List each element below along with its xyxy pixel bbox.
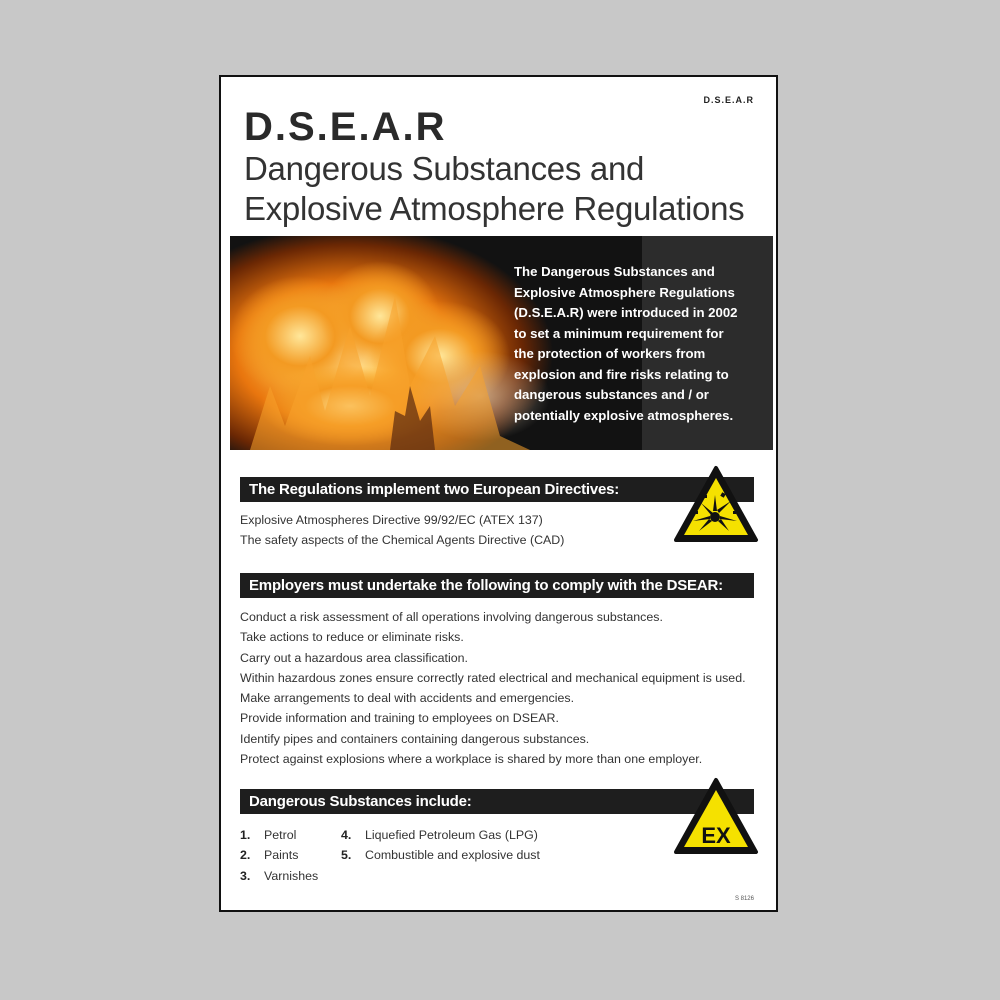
directive-line: Explosive Atmospheres Directive 99/92/EC (ATEX 137) — [240, 513, 543, 527]
intro-line: The Dangerous Substances and — [514, 264, 715, 279]
hero-banner — [230, 236, 773, 450]
duty-line: Carry out a hazardous area classification. — [240, 650, 468, 665]
item-label: Liquefied Petroleum Gas (LPG) — [365, 828, 538, 842]
substances-heading: Dangerous Substances include: — [240, 789, 754, 814]
subtitle-line-1: Dangerous Substances and — [244, 150, 645, 187]
duty-line: Conduct a risk assessment of all operations involving dangerous substances. — [240, 610, 663, 624]
duty-line: Identify pipes and containers containing dangerous substances. — [240, 731, 590, 746]
intro-line: the protection of workers from — [514, 346, 706, 361]
list-item — [240, 825, 318, 845]
item-label: Combustible and explosive dust — [365, 848, 540, 863]
item-label: Varnishes — [264, 868, 319, 883]
duty-line: Provide information and training to employees on DSEAR. — [240, 711, 559, 726]
item-number: 4. — [341, 828, 352, 842]
intro-line: to set a minimum requirement for — [514, 325, 724, 341]
reference-code: S 8126 — [734, 896, 754, 902]
ex-sign-text: EX — [701, 823, 731, 848]
item-number: 5. — [341, 848, 352, 863]
intro-line: dangerous substances and / or — [514, 387, 709, 402]
item-label: Paints — [264, 848, 299, 863]
intro-line: (D.S.E.A.R) were introduced in 2002 — [514, 305, 738, 320]
item-number: 2. — [240, 848, 251, 863]
directives-heading: The Regulations implement two European Directives: — [240, 477, 754, 502]
substances-list-col1 — [240, 825, 318, 886]
list-item — [341, 825, 540, 845]
page-subtitle — [244, 149, 744, 229]
duty-line: Protect against explosions where a workplace is shared by more than one employer. — [240, 752, 703, 767]
item-number: 1. — [240, 828, 251, 842]
explosive-warning-icon — [673, 465, 759, 543]
duty-line: Make arrangements to deal with accidents and emergencies. — [240, 691, 575, 706]
list-item — [240, 866, 318, 886]
item-number: 3. — [240, 868, 251, 883]
list-item — [240, 845, 318, 865]
item-label: Petrol — [264, 828, 297, 842]
ex-zone-warning-icon — [673, 777, 759, 855]
substances-list-col2 — [341, 825, 540, 866]
duty-line: Within hazardous zones ensure correctly rated electrical and mechanical equipment is used. — [240, 670, 746, 685]
list-item — [341, 845, 540, 865]
corner-code: D.S.E.A.R — [703, 95, 754, 105]
directives-list — [240, 510, 564, 551]
employer-duties-heading: Employers must undertake the following to comply with the DSEAR: — [240, 573, 754, 598]
intro-text — [514, 262, 766, 426]
dsear-poster — [219, 75, 778, 912]
intro-line: potentially explosive atmospheres. — [514, 407, 734, 423]
intro-line: explosion and fire risks relating to — [514, 366, 729, 382]
directive-line: The safety aspects of the Chemical Agents Directive (CAD) — [240, 533, 565, 548]
subtitle-line-2: Explosive Atmosphere Regulations — [244, 190, 745, 227]
intro-line: Explosive Atmosphere Regulations — [514, 284, 735, 300]
page-title: D.S.E.A.R — [244, 105, 447, 149]
employer-duties-list — [240, 607, 746, 769]
duty-line: Take actions to reduce or eliminate risks. — [240, 630, 464, 645]
